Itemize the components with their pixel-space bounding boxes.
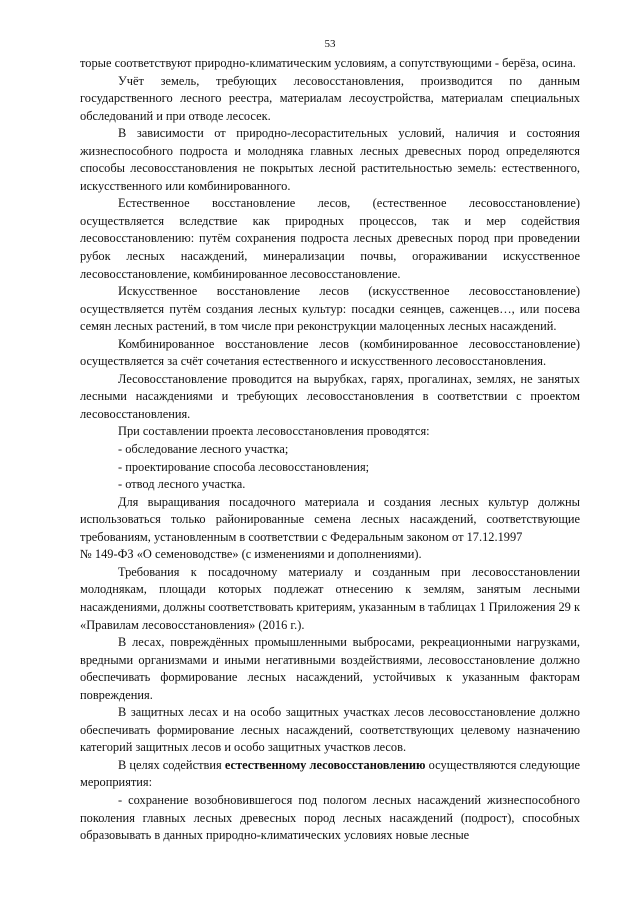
paragraph: Естественное восстановление лесов, (естественное лесовосстановление) осуществляется вследствие как природных процессов, так и мер содействия лесовосстановлению: путём сохранения подроста лесных древесных пород при проведении рубок лесных насаждений, минерализации почвы, огораживании искусственное лесовосстановление, комбинированное лесовосстановление. [80, 196, 580, 281]
paragraph: При составлении проекта лесовосстановления проводятся: [118, 424, 430, 439]
paragraph: В лесах, повреждённых промышленными выбросами, рекреационными нагрузками, вредными организмами и иными негативными воздействиями, лесовосстановление должно обеспечивать формирование лесных насаждений, устойчивых к указанным факторам повреждения. [80, 635, 580, 702]
paragraph: Требования к посадочному материалу и созданным при лесовосстановлении молоднякам, площади которых подлежат отнесению к землям, занятым лесными насаждениями, должны соответствовать критериям, указанным в таблицах 1 Приложения 29 к «Правилам лесовосстановления» (2016 г.). [80, 564, 580, 632]
paragraph: В защитных лесах и на особо защитных участках лесов лесовосстановление должно обеспечивать формирование лесных насаждений, соответствующих целевому назначению категорий защитных лесов и особо защитных участков лесов. [80, 705, 580, 755]
text-span: осуществляются следующие мероприятия: [80, 757, 580, 790]
paragraph: Искусственное восстановление лесов (искусственное лесовосстановление) осуществляется путём создания лесных культур: посадки сеянцев, саженцев…, или посева семян лесных растений, в том числе при реконструкции малоценных лесных насаждений. [80, 284, 580, 334]
page-number: 53 [324, 38, 336, 50]
emphasis-text: естественному лесовосстановлению [224, 757, 426, 772]
list-item: - обследование лесного участка; [118, 442, 289, 457]
list-item: - проектирование способа лесовосстановления; [118, 459, 370, 474]
document-page [80, 38, 580, 845]
paragraph: Учёт земель, требующих лесовосстановления, производится по данным государственного лесного реестра, материалам лесоустройства, материалам специальных обследований и при отводе лесосек. [80, 73, 580, 123]
paragraph: В зависимости от природно-лесорастительных условий, наличия и состояния жизнеспособного подроста и молодняка главных лесных древесных пород определяются способы лесовосстановления не покрытых лесной растительностью земель: естественного, искусственного или комбинированного. [80, 126, 580, 193]
paragraph [80, 757, 580, 792]
paragraph: Для выращивания посадочного материала и создания лесных культур должны использоваться только районированные семена лесных насаждений, соответствующие требованиям, установленным в соответствии с Федеральным законом от 17.12.1997 [80, 494, 580, 544]
text-span: В целях содействия [118, 757, 225, 772]
paragraph: Лесовосстановление проводится на вырубках, гарях, прогалинах, землях, не занятых лесными насаждениями и требующих лесовосстановления в соответствии с проектом лесовосстановления. [80, 371, 580, 421]
paragraph: - сохранение возобновившегося под пологом лесных насаждений жизнеспособного поколения главных лесных древесных пород лесных насаждений (подрост), способных образовывать в данных природно-климатических условиях новые лесные [80, 792, 580, 843]
paragraph: Комбинированное восстановление лесов (комбинированное лесовосстановление) осуществляется за счёт сочетания естественного и искусственного лесовосстановления. [80, 336, 580, 369]
paragraph: торые соответствуют природно-климатическим условиям, а сопутствующими - берёза, осина. [80, 56, 576, 70]
list-item: - отвод лесного участка. [118, 477, 246, 492]
paragraph-continuation: № 149-ФЗ «О семеноводстве» (с изменениями и дополнениями). [80, 547, 422, 562]
